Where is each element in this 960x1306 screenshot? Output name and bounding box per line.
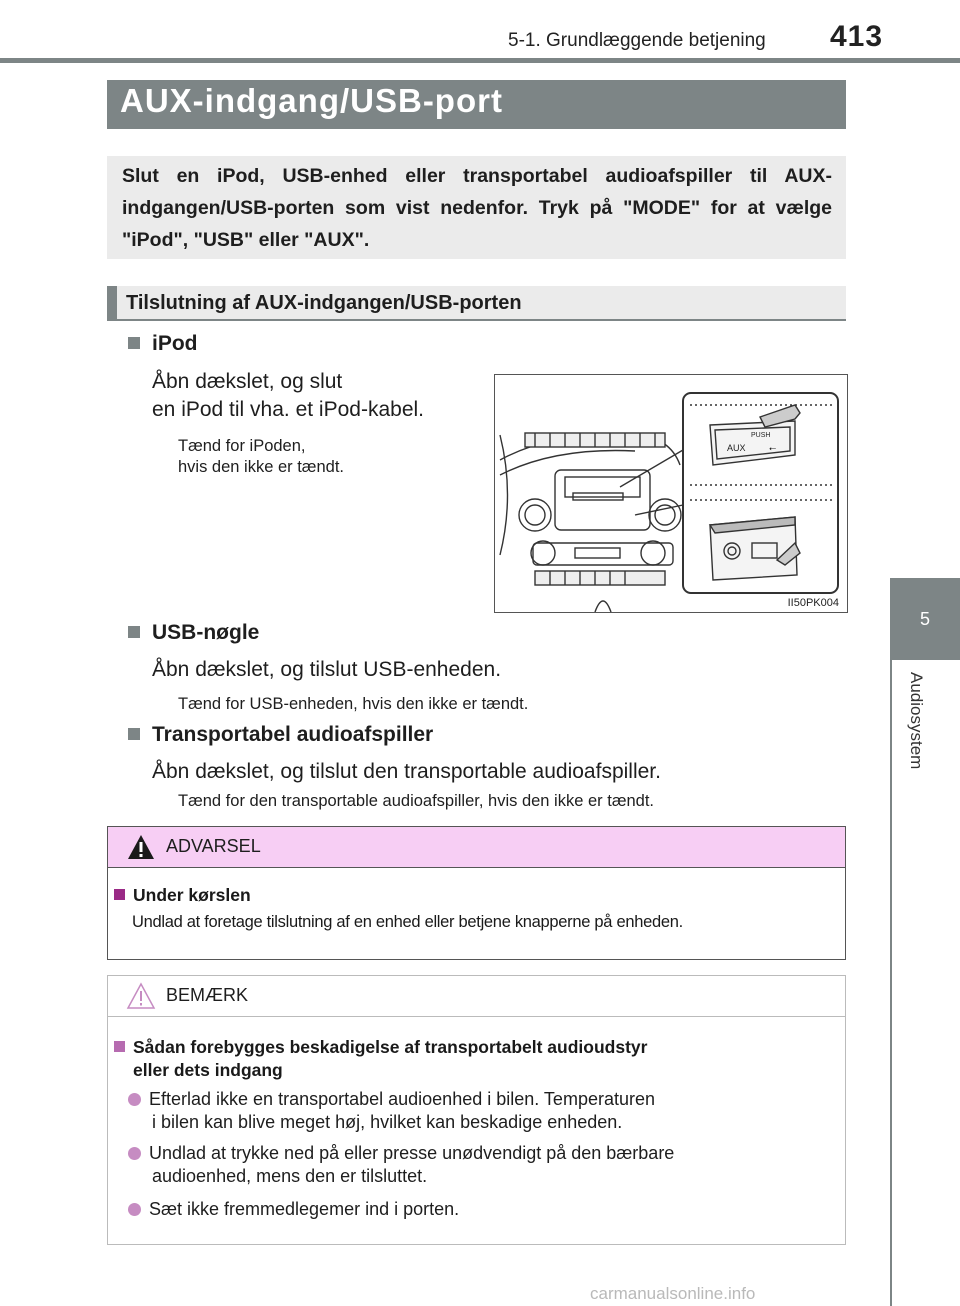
push-label: PUSH: [751, 432, 771, 439]
notice-bullet-3: Sæt ikke fremmedlegemer ind i porten.: [128, 1198, 459, 1221]
subsection-accent: [107, 286, 117, 321]
intro-text: Slut en iPod, USB-enhed eller transportabel audioafspiller til AUX-indgangen/USB-porten som vist nedenfor. Tryk på "MODE" for at vælge "iPod", "USB" eller "AUX".: [122, 165, 832, 251]
bullet-dot-icon: [128, 1203, 141, 1216]
figure-code: II50PK004: [787, 597, 839, 609]
chapter-tab[interactable]: 5: [890, 578, 960, 660]
page-title: AUX-indgang/USB-port: [120, 82, 503, 119]
notice-bullet-2: Undlad at trykke ned på eller presse unødvendigt på den bærbare audioenhed, mens den er tilsluttet.: [128, 1142, 674, 1188]
chapter-label: Audiosystem: [907, 672, 926, 770]
warning-box: [107, 826, 846, 960]
warning-heading: Under kørslen: [114, 885, 251, 906]
caution-triangle-icon: [126, 982, 156, 1010]
header-rule: [0, 58, 960, 63]
item-text-portable: Åbn dækslet, og tilslut den transportable audioafspiller.: [152, 760, 661, 783]
item-text-ipod-2: en iPod til vha. et iPod-kabel.: [152, 398, 424, 421]
item-heading-usb: USB-nøgle: [128, 621, 259, 645]
square-bullet-icon: [128, 728, 140, 740]
bullet-dot-icon: [128, 1093, 141, 1106]
usb-icon: ⭠: [769, 444, 777, 454]
subsection-title: Tilslutning af AUX-indgangen/USB-porten: [126, 292, 522, 314]
square-bullet-icon: [114, 1041, 125, 1052]
page-number: 413: [830, 20, 884, 53]
square-bullet-icon: [128, 626, 140, 638]
square-bullet-icon: [114, 889, 125, 900]
dashboard-illustration: [494, 374, 848, 613]
notice-bullet-1: Efterlad ikke en transportabel audioenhed i bilen. Temperaturen i bilen kan blive meget høj, hvilket kan beskadige enheden.: [128, 1088, 655, 1134]
notice-heading: Sådan forebygges beskadigelse af transportabelt audioudstyr eller dets indgang: [114, 1036, 647, 1082]
notice-header: [108, 976, 845, 1017]
aux-label: AUX: [727, 443, 746, 453]
notice-label: BEMÆRK: [166, 985, 249, 1005]
item-note-ipod-2: hvis den ikke er tændt.: [178, 458, 344, 476]
bullet-dot-icon: [128, 1147, 141, 1160]
item-text-ipod-1: Åbn dækslet, og slut: [152, 370, 343, 393]
warning-label: ADVARSEL: [166, 836, 261, 856]
notice-box: [107, 975, 846, 1245]
chapter-rule: [890, 660, 892, 1306]
running-header-section: 5-1. Grundlæggende betjening: [508, 30, 766, 51]
item-note-portable: Tænd for den transportable audioafspiller, hvis den ikke er tændt.: [178, 792, 655, 810]
dashboard-drawing: [495, 375, 847, 612]
warning-triangle-icon: [126, 833, 156, 861]
item-heading-ipod: iPod: [128, 332, 198, 356]
square-bullet-icon: [128, 337, 140, 349]
watermark: carmanualsonline.info: [590, 1284, 756, 1303]
warning-text: Undlad at foretage tilslutning af en enhed eller betjene knapperne på enheden.: [132, 913, 683, 931]
item-note-ipod-1: Tænd for iPoden,: [178, 437, 306, 455]
item-note-usb: Tænd for USB-enheden, hvis den ikke er tændt.: [178, 695, 529, 713]
warning-header: [108, 827, 845, 868]
item-text-usb: Åbn dækslet, og tilslut USB-enheden.: [152, 658, 502, 681]
item-heading-portable: Transportabel audioafspiller: [128, 723, 433, 747]
